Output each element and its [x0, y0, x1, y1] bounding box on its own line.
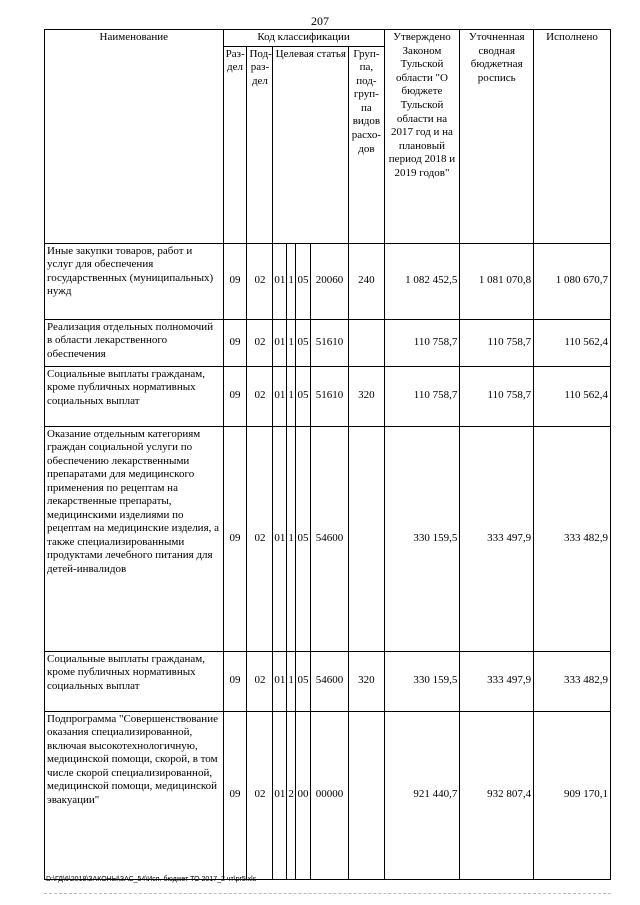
table-row — [45, 366, 611, 426]
header-refined: Уточненная сводная бюджетная роспись — [460, 30, 534, 244]
row-refined: 110 758,7 — [460, 366, 534, 426]
row-podrazdel: 02 — [247, 319, 273, 366]
row-target-direction: 00000 — [310, 711, 348, 879]
row-target-program: 01 — [273, 426, 286, 651]
table-row — [45, 426, 611, 651]
row-executed: 110 562,4 — [534, 319, 611, 366]
row-expense-group — [349, 426, 384, 651]
row-approved: 110 758,7 — [384, 319, 460, 366]
row-razdel: 09 — [223, 711, 247, 879]
row-executed: 1 080 670,7 — [534, 243, 611, 319]
row-refined: 333 497,9 — [460, 651, 534, 711]
row-expense-group — [349, 711, 384, 879]
table-row — [45, 243, 611, 319]
row-approved: 921 440,7 — [384, 711, 460, 879]
row-target-direction: 54600 — [310, 426, 348, 651]
row-target-main-activity: 05 — [296, 651, 311, 711]
row-name: Социальные выплаты гражданам, кроме публичных нормативных социальных выплат — [45, 366, 224, 426]
header-name: Наименование — [45, 30, 224, 244]
page-number: 207 — [311, 14, 329, 28]
row-razdel: 09 — [223, 319, 247, 366]
row-target-program: 01 — [273, 319, 286, 366]
row-expense-group — [349, 319, 384, 366]
table-body — [45, 243, 611, 879]
row-target-subprogram: 1 — [286, 366, 295, 426]
header-target: Целевая статья — [273, 46, 349, 243]
row-target-main-activity: 05 — [296, 319, 311, 366]
row-target-direction: 54600 — [310, 651, 348, 711]
row-name: Реализация отдельных полномочий в области лекарственного обеспечения — [45, 319, 224, 366]
row-razdel: 09 — [223, 426, 247, 651]
row-target-main-activity: 05 — [296, 426, 311, 651]
row-name: Подпрограмма "Совершенствование оказания специализированной, включая высокотехнологичную, медицинской помощи, скорой, в том числе скорой специализированной, медицинской помощи, медицинской эвакуации" — [45, 711, 224, 879]
row-name: Иные закупки товаров, работ и услуг для обеспечения государственных (муниципальных) нужд — [45, 243, 224, 319]
row-target-subprogram: 1 — [286, 243, 295, 319]
footer-divider — [44, 893, 611, 894]
row-target-direction: 51610 — [310, 319, 348, 366]
row-executed: 333 482,9 — [534, 651, 611, 711]
table-row — [45, 651, 611, 711]
table-row — [45, 319, 611, 366]
row-target-direction: 20060 — [310, 243, 348, 319]
row-name: Социальные выплаты гражданам, кроме публичных нормативных социальных выплат — [45, 651, 224, 711]
row-target-program: 01 — [273, 651, 286, 711]
table-row — [45, 711, 611, 879]
row-approved: 110 758,7 — [384, 366, 460, 426]
row-executed: 110 562,4 — [534, 366, 611, 426]
row-razdel: 09 — [223, 366, 247, 426]
row-refined: 1 081 070,8 — [460, 243, 534, 319]
budget-table — [44, 29, 611, 880]
row-approved: 1 082 452,5 — [384, 243, 460, 319]
row-podrazdel: 02 — [247, 426, 273, 651]
row-name: Оказание отдельным категориям граждан социальной услуги по обеспечению лекарственными препаратами для медицинского применения по рецептам на лекарственные препараты, медицинскими изделиями по рецептам на медицинские изделия, а также специализированными продуктами лечебного питания для детей-инвалидов — [45, 426, 224, 651]
row-refined: 932 807,4 — [460, 711, 534, 879]
row-refined: 110 758,7 — [460, 319, 534, 366]
row-executed: 909 170,1 — [534, 711, 611, 879]
row-target-subprogram: 2 — [286, 711, 295, 879]
row-target-main-activity: 00 — [296, 711, 311, 879]
row-target-subprogram: 1 — [286, 426, 295, 651]
footer-file-path: D:\ГД\6\2018\ЗАКОНЫ\ЗАС_54\Исп. бюджет ТО 2017_2 чт\pr5.xls — [46, 876, 257, 883]
header-group: Груп- па, под- груп- па видов расхо- дов — [349, 46, 384, 243]
row-podrazdel: 02 — [247, 651, 273, 711]
header-code-group: Код классификации — [223, 30, 384, 47]
row-target-program: 01 — [273, 243, 286, 319]
row-approved: 330 159,5 — [384, 426, 460, 651]
row-podrazdel: 02 — [247, 243, 273, 319]
header-executed: Исполнено — [534, 30, 611, 244]
row-razdel: 09 — [223, 651, 247, 711]
row-target-subprogram: 1 — [286, 319, 295, 366]
row-target-program: 01 — [273, 366, 286, 426]
header-razdel: Раз- дел — [223, 46, 247, 243]
row-podrazdel: 02 — [247, 711, 273, 879]
row-target-direction: 51610 — [310, 366, 348, 426]
row-executed: 333 482,9 — [534, 426, 611, 651]
row-approved: 330 159,5 — [384, 651, 460, 711]
row-expense-group: 320 — [349, 651, 384, 711]
row-target-subprogram: 1 — [286, 651, 295, 711]
row-expense-group: 320 — [349, 366, 384, 426]
row-podrazdel: 02 — [247, 366, 273, 426]
row-target-main-activity: 05 — [296, 243, 311, 319]
header-podrazdel: Под- раз- дел — [247, 46, 273, 243]
row-razdel: 09 — [223, 243, 247, 319]
row-target-program: 01 — [273, 711, 286, 879]
header-approved: Утверждено Законом Тульской области "О бюджете Тульской области на 2017 год и на плановый период 2018 и 2019 годов" — [384, 30, 460, 244]
row-expense-group: 240 — [349, 243, 384, 319]
row-target-main-activity: 05 — [296, 366, 311, 426]
row-refined: 333 497,9 — [460, 426, 534, 651]
